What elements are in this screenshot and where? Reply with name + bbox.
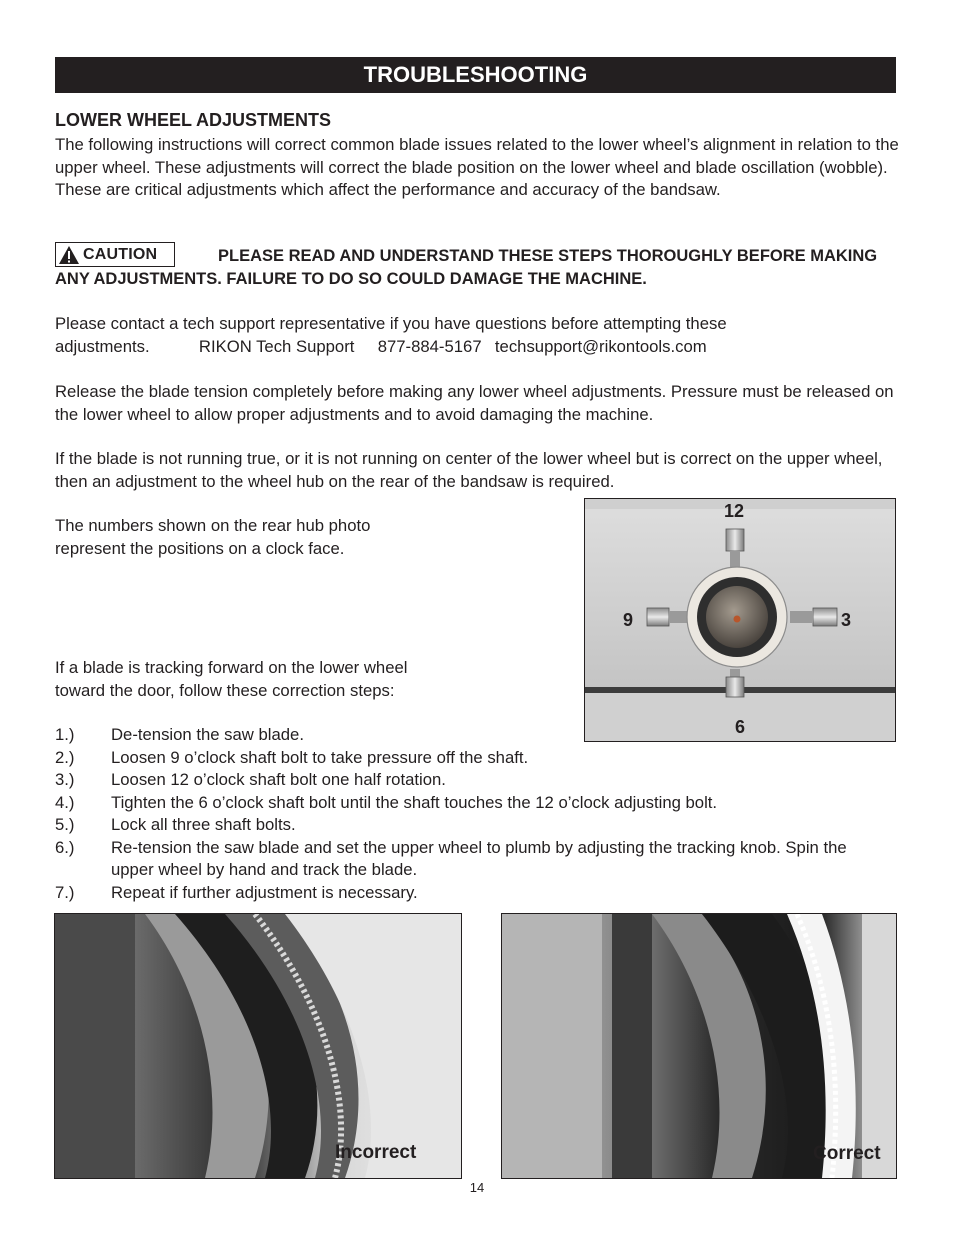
position-6-label: 6 xyxy=(735,717,746,737)
list-item xyxy=(55,837,855,882)
step-number: 2.) xyxy=(55,747,75,767)
tracking-note-line-2: toward the door, follow these correction steps: xyxy=(55,680,395,700)
list-item xyxy=(55,882,855,905)
correction-steps xyxy=(55,724,855,904)
clock-note-line-1: The numbers shown on the rear hub photo xyxy=(55,516,371,535)
caution-text: PLEASE READ AND UNDERSTAND THESE STEPS THOROUGHLY BEFORE MAKING ANY ADJUSTMENTS. FAILURE TO DO SO COULD DAMAGE THE MACHINE. xyxy=(55,247,878,288)
correct-blade-photo xyxy=(501,913,897,1179)
step-text: Repeat if further adjustment is necessary. xyxy=(111,882,418,902)
step-number: 4.) xyxy=(55,792,75,812)
step-number: 6.) xyxy=(55,837,75,857)
step-text: Lock all three shaft bolts. xyxy=(111,815,296,834)
step-text: Re-tension the saw blade and set the upper wheel to plumb by adjusting the tracking knob. Spin the upper wheel by hand and track the blade. xyxy=(111,837,847,879)
page-number: 14 xyxy=(469,1180,485,1195)
step-number: 1.) xyxy=(55,725,75,744)
position-9-label: 9 xyxy=(623,610,634,630)
tracking-note xyxy=(55,657,475,702)
contact-prefix: adjustments. xyxy=(55,336,150,356)
tracking-note-line-1: If a blade is tracking forward on the lower wheel xyxy=(55,658,408,677)
step-text: De-tension the saw blade. xyxy=(111,725,304,744)
list-item xyxy=(55,769,855,792)
list-item xyxy=(55,792,855,815)
clock-note xyxy=(55,515,475,560)
contact-paragraph xyxy=(55,313,905,358)
step-number: 5.) xyxy=(55,815,75,834)
list-item xyxy=(55,724,855,747)
correct-caption: Correct xyxy=(813,1143,881,1164)
step-number: 7.) xyxy=(55,882,75,902)
caution-badge xyxy=(55,242,175,267)
intro-paragraph: The following instructions will correct common blade issues related to the lower wheel’s alignment in relation to the upper wheel. These adjustments will correct the blade position on the lower wheel and blade oscillation (wobble). These are critical adjustments which affect the performance and accuracy of the bandsaw. xyxy=(55,135,899,199)
section-title: LOWER WHEEL ADJUSTMENTS xyxy=(55,110,332,130)
release-paragraph: Release the blade tension completely before making any lower wheel adjustments. Pressure must be released on the lower wheel to allow proper adjustments and to avoid damaging the machine. xyxy=(55,382,894,424)
list-item xyxy=(55,747,855,770)
incorrect-blade-illustration xyxy=(55,914,461,1178)
step-text: Tighten the 6 o’clock shaft bolt until the shaft touches the 12 o’clock adjusting bolt. xyxy=(111,792,718,812)
list-item xyxy=(55,814,855,837)
rear-hub-photo xyxy=(584,498,896,742)
correct-blade-illustration xyxy=(502,914,896,1178)
caution-label: CAUTION xyxy=(83,245,158,263)
step-text: Loosen 9 o’clock shaft bolt to take pressure off the shaft. xyxy=(111,747,529,767)
running-true-paragraph: If the blade is not running true, or it is not running on center of the lower wheel but is correct on the upper wheel, then an adjustment to the wheel hub on the rear of the bandsaw is required. xyxy=(55,449,883,491)
contact-line-2 xyxy=(55,336,905,359)
position-12-label: 12 xyxy=(724,501,745,521)
support-name: RIKON Tech Support xyxy=(198,336,355,356)
warning-triangle-icon xyxy=(58,245,80,265)
incorrect-blade-photo xyxy=(54,913,462,1179)
clock-note-line-2: represent the positions on a clock face. xyxy=(55,538,345,558)
step-text: Loosen 12 o’clock shaft bolt one half rotation. xyxy=(111,770,446,789)
support-phone: 877-884-5167 xyxy=(377,336,482,356)
position-3-label: 3 xyxy=(841,610,852,630)
step-number: 3.) xyxy=(55,770,75,789)
contact-line-1: Please contact a tech support representative if you have questions before attempting these xyxy=(55,314,727,333)
support-email: techsupport@rikontools.com xyxy=(494,336,707,356)
incorrect-caption: Incorrect xyxy=(335,1142,417,1163)
page-header: TROUBLESHOOTING xyxy=(55,57,896,93)
